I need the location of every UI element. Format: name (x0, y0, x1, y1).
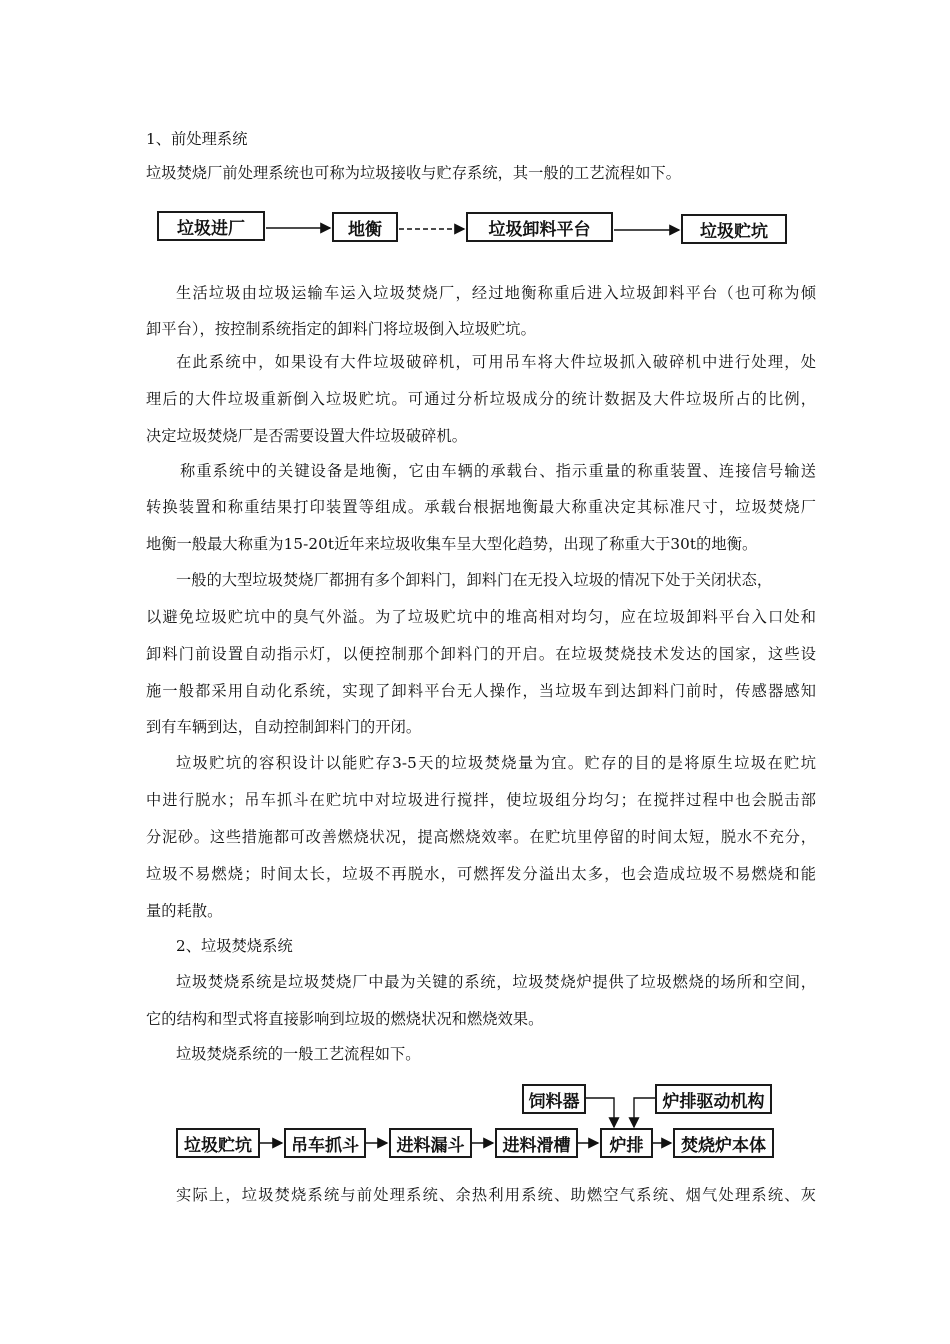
paragraph-line: 垃圾焚烧系统的一般工艺流程如下。 (176, 1045, 421, 1063)
paragraph-line: 施一般都采用自动化系统，实现了卸料平台无人操作，当垃圾车到达卸料门前时，传感器感知 (146, 682, 816, 700)
paragraph-line: 到有车辆到达，自动控制卸料门的开闭。 (146, 718, 422, 736)
arrow-icon (634, 1098, 656, 1127)
paragraph-line: 一般的大型垃圾焚烧厂都拥有多个卸料门，卸料门在无投入垃圾的情况下处于关闭状态， (176, 571, 773, 589)
flow2-box-chute: 进料滑槽 (495, 1128, 578, 1158)
paragraph-line: 转换装置和称重结果打印装置等组成。承载台根据地衡最大称重决定其标准尺寸，垃圾焚烧厂 (146, 498, 816, 516)
flow2-box-furnace: 焚烧炉本体 (673, 1128, 774, 1158)
intro-paragraph: 垃圾焚烧厂前处理系统也可称为垃圾接收与贮存系统，其一般的工艺流程如下。 (146, 164, 682, 182)
paragraph-line: 卸平台），按控制系统指定的卸料门将垃圾倒入垃圾贮坑。 (146, 320, 536, 338)
paragraph-line: 实际上，垃圾焚烧系统与前处理系统、余热利用系统、助燃空气系统、烟气处理系统、灰 (176, 1186, 816, 1204)
paragraph-line: 以避免垃圾贮坑中的臭气外溢。为了垃圾贮坑中的堆高相对均匀，应在垃圾卸料平台入口处和 (146, 608, 816, 626)
paragraph-line: 垃圾焚烧系统是垃圾焚烧厂中最为关键的系统，垃圾焚烧炉提供了垃圾燃烧的场所和空间， (176, 973, 816, 991)
paragraph-line: 生活垃圾由垃圾运输车运入垃圾焚烧厂，经过地衡称重后进入垃圾卸料平台（也可称为倾 (176, 284, 816, 302)
flow1-box-entry: 垃圾进厂 (157, 211, 265, 241)
paragraph-line: 量的耗散。 (146, 902, 223, 920)
flow2-box-hopper: 进料漏斗 (389, 1128, 472, 1158)
paragraph-line: 卸料门前设置自动指示灯，以便控制那个卸料门的开启。在垃圾焚烧技术发达的国家，这些设 (146, 645, 816, 663)
paragraph-line: 地衡一般最大称重为15-20t近年来垃圾收集车呈大型化趋势，出现了称重大于30t的地衡。 (146, 535, 758, 553)
paragraph-line: 称重系统中的关键设备是地衡，它由车辆的承载台、指示重量的称重装置、连接信号输送 (180, 462, 816, 480)
paragraph-line: 在此系统中，如果设有大件垃圾破碎机，可用吊车将大件垃圾抓入破碎机中进行处理，处 (176, 353, 816, 371)
paragraph-line: 它的结构和型式将直接影响到垃圾的燃烧状况和燃烧效果。 (146, 1010, 544, 1028)
flow2-box-crane: 吊车抓斗 (284, 1128, 366, 1158)
flow2-box-grate: 炉排 (600, 1128, 653, 1158)
paragraph-line: 中进行脱水；吊车抓斗在贮坑中对垃圾进行搅拌，使垃圾组分均匀；在搅拌过程中也会脱击部 (146, 791, 816, 809)
flow1-box-pit: 垃圾贮坑 (681, 214, 787, 244)
flow1-box-unloading: 垃圾卸料平台 (466, 212, 613, 242)
heading-incineration: 2、垃圾焚烧系统 (176, 937, 293, 955)
flow2-box-grate-drive: 炉排驱动机构 (655, 1084, 772, 1114)
flow2-box-feeder: 饲料器 (522, 1084, 586, 1114)
paragraph-line: 分泥砂。这些措施都可改善燃烧状况，提高燃烧效率。在贮坑里停留的时间太短，脱水不充分， (146, 828, 816, 846)
flow2-box-pit: 垃圾贮坑 (176, 1128, 260, 1158)
paragraph-line: 理后的大件垃圾重新倒入垃圾贮坑。可通过分析垃圾成分的统计数据及大件垃圾所占的比例， (146, 390, 816, 408)
paragraph-line: 垃圾不易燃烧；时间太长，垃圾不再脱水，可燃挥发分溢出太多，也会造成垃圾不易燃烧和能 (146, 865, 816, 883)
paragraph-line: 垃圾贮坑的容积设计以能贮存3-5天的垃圾焚烧量为宜。贮存的目的是将原生垃圾在贮坑 (176, 754, 816, 772)
arrow-icon (586, 1098, 614, 1127)
heading-pretreatment: 1、前处理系统 (146, 130, 248, 148)
paragraph-line: 决定垃圾焚烧厂是否需要设置大件垃圾破碎机。 (146, 427, 468, 445)
flow1-box-scale: 地衡 (332, 212, 398, 242)
